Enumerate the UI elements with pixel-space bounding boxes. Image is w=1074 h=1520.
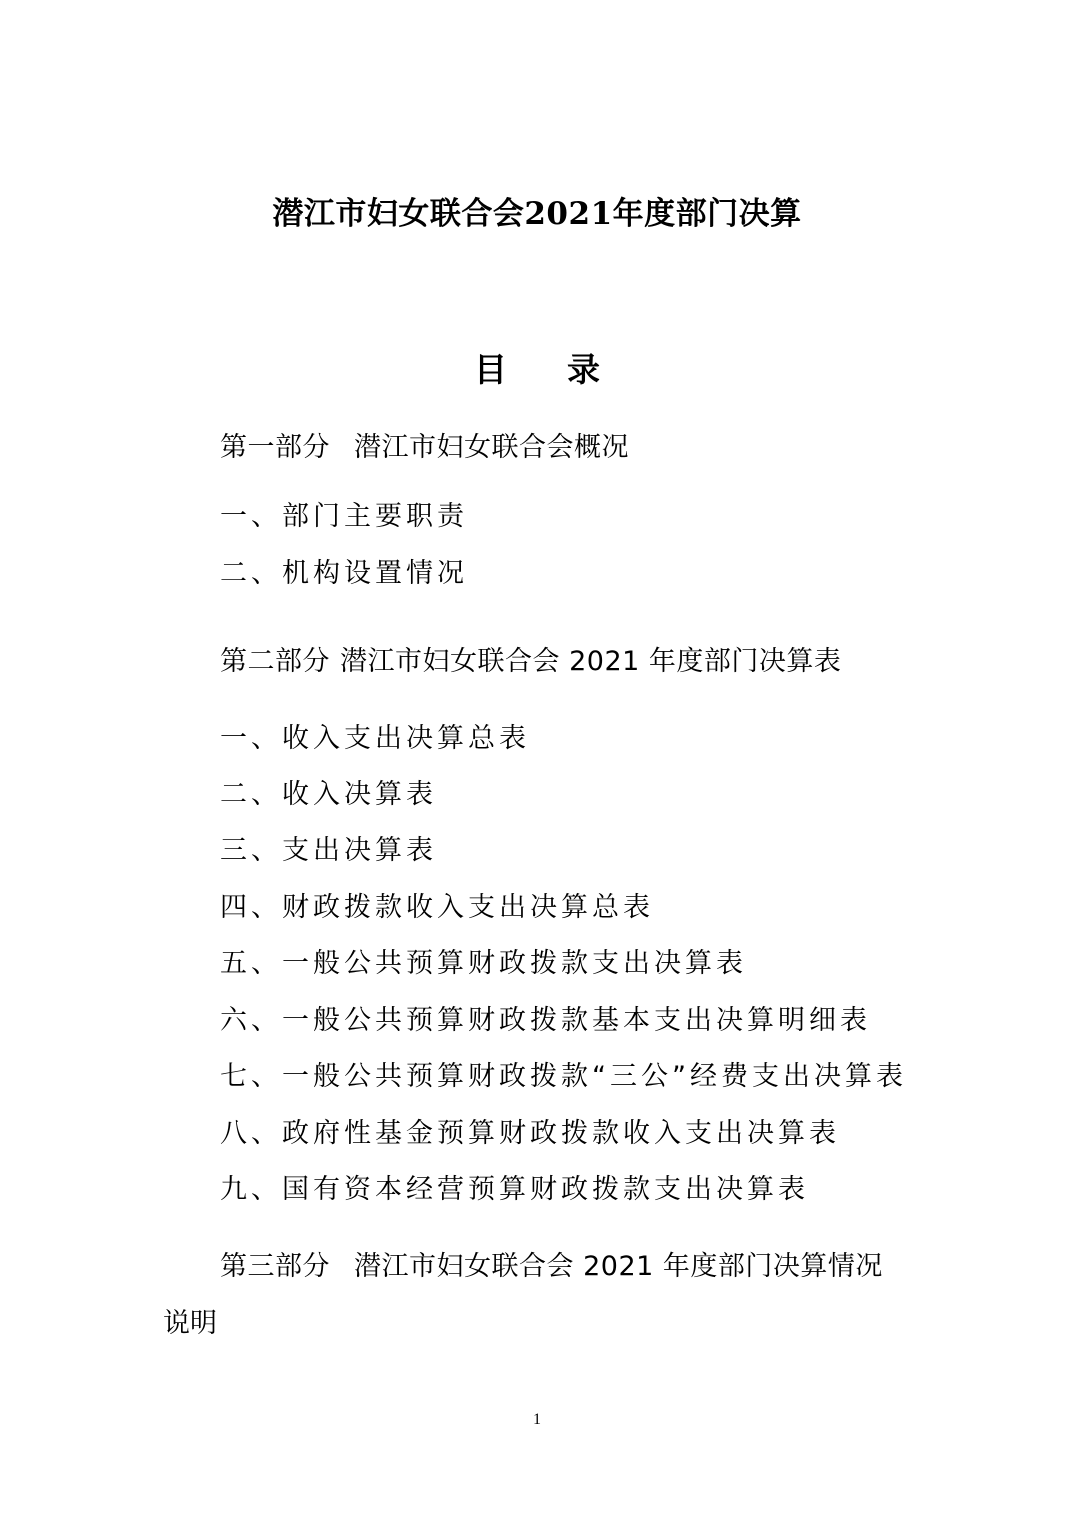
document-title: 潜江市妇女联合会2021年度部门决算 [272,196,802,232]
part2-item-6: 六、一般公共预算财政拨款基本支出决算明细表 [220,1005,871,1036]
toc-heading-right: 录 [567,350,600,389]
part1-item-2: 二、机构设置情况 [220,558,468,589]
part2-item-8: 八、政府性基金预算财政拨款收入支出决算表 [220,1118,840,1149]
part2-item-9: 九、国有资本经营预算财政拨款支出决算表 [220,1174,809,1205]
part3-text: 潜江市妇女联合会 2021 年度部门决算情况 [354,1251,883,1282]
part3-heading-tail: 说明 [163,1308,217,1339]
part2-item-4: 四、财政拨款收入支出决算总表 [220,892,654,923]
part2-heading [220,642,841,682]
page-number: 1 [533,1411,541,1428]
part2-text: 潜江市妇女联合会 2021 年度部门决算表 [340,646,842,677]
part2-item-2: 二、收入决算表 [220,779,437,810]
part3-label: 第三部分 [220,1251,330,1282]
part1-text: 潜江市妇女联合会概况 [354,432,629,463]
part1-label: 第一部分 [220,432,330,463]
part2-item-1: 一、收入支出决算总表 [220,723,530,754]
part1-item-1: 一、部门主要职责 [220,501,468,532]
part2-label: 第二部分 [220,646,330,677]
part2-item-7: 七、一般公共预算财政拨款“三公”经费支出决算表 [220,1061,907,1092]
part2-item-5: 五、一般公共预算财政拨款支出决算表 [220,948,747,979]
toc-heading-left: 目 [474,350,507,389]
toc-heading [0,345,1074,395]
part1-heading [220,428,629,468]
part2-item-3: 三、支出决算表 [220,835,437,866]
part3-heading [220,1247,883,1287]
